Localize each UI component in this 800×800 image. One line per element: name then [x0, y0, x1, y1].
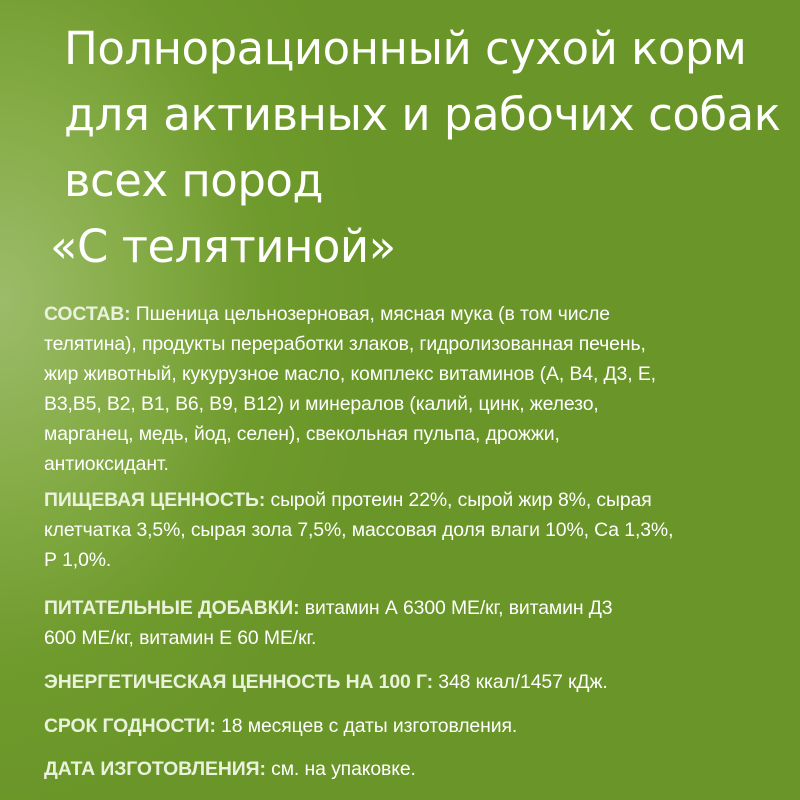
energy-line: [44, 667, 744, 697]
nutrition-text-1: сырой протеин 22%, сырой жир 8%, сырая: [265, 489, 652, 511]
composition-line-4: В3,В5, В2, В1, В6, В9, В12) и минералов (калий, цинк, железо,: [44, 393, 599, 415]
additives-line-2: 600 МЕ/кг, витамин Е 60 МЕ/кг.: [44, 627, 317, 649]
title-line-2: для активных и рабочих собак: [64, 88, 781, 141]
energy-label: ЭНЕРГЕТИЧЕСКАЯ ЦЕННОСТЬ НА 100 Г:: [44, 671, 434, 693]
nutrition-line-3: Р 1,0%.: [44, 549, 112, 571]
composition-line-2: телятина), продукты переработки злаков, гидролизованная печень,: [44, 333, 646, 355]
energy-text: 348 ккал/1457 кДж.: [433, 671, 608, 693]
title-line-4: «С телятиной»: [50, 220, 396, 273]
additives-line-1: [44, 593, 744, 623]
shelf-life-label: СРОК ГОДНОСТИ:: [44, 715, 216, 737]
nutrition-label: ПИЩЕВАЯ ЦЕННОСТЬ:: [44, 489, 266, 511]
composition-section: [44, 299, 744, 479]
shelf-life-text: 18 месяцев с даты изготовления.: [215, 715, 518, 737]
shelf-life-line: [44, 711, 744, 741]
nutrition-section: [44, 485, 744, 575]
mfg-date-line: [44, 754, 744, 784]
energy-section: [44, 667, 744, 697]
composition-line-1: [44, 299, 744, 329]
shelf-life-section: [44, 711, 744, 741]
composition-line-3: жир животный, кукурузное масло, комплекс витаминов (А, В4, Д3, Е,: [44, 363, 656, 385]
title-line-1: Полнорационный сухой корм: [64, 22, 747, 75]
additives-text-1: витамин А 6300 МЕ/кг, витамин Д3: [299, 597, 613, 619]
nutrition-line-2: клетчатка 3,5%, сырая зола 7,5%, массовая доля влаги 10%, Са 1,3%,: [44, 519, 674, 541]
composition-line-5: марганец, медь, йод, селен), свекольная пульпа, дрожжи,: [44, 423, 560, 445]
mfg-date-section: [44, 754, 744, 784]
additives-label: ПИТАТЕЛЬНЫЕ ДОБАВКИ:: [44, 597, 300, 619]
additives-section: [44, 593, 744, 653]
product-title: [0, 0, 800, 290]
nutrition-line-1: [44, 485, 744, 515]
composition-text-1: Пшеница цельнозерновая, мясная мука (в том числе: [130, 303, 610, 325]
composition-label: СОСТАВ:: [44, 303, 131, 325]
mfg-date-label: ДАТА ИЗГОТОВЛЕНИЯ:: [44, 758, 266, 780]
mfg-date-text: см. на упаковке.: [265, 758, 416, 780]
composition-line-6: антиоксидант.: [44, 453, 169, 475]
title-line-3: всех пород: [64, 154, 324, 207]
